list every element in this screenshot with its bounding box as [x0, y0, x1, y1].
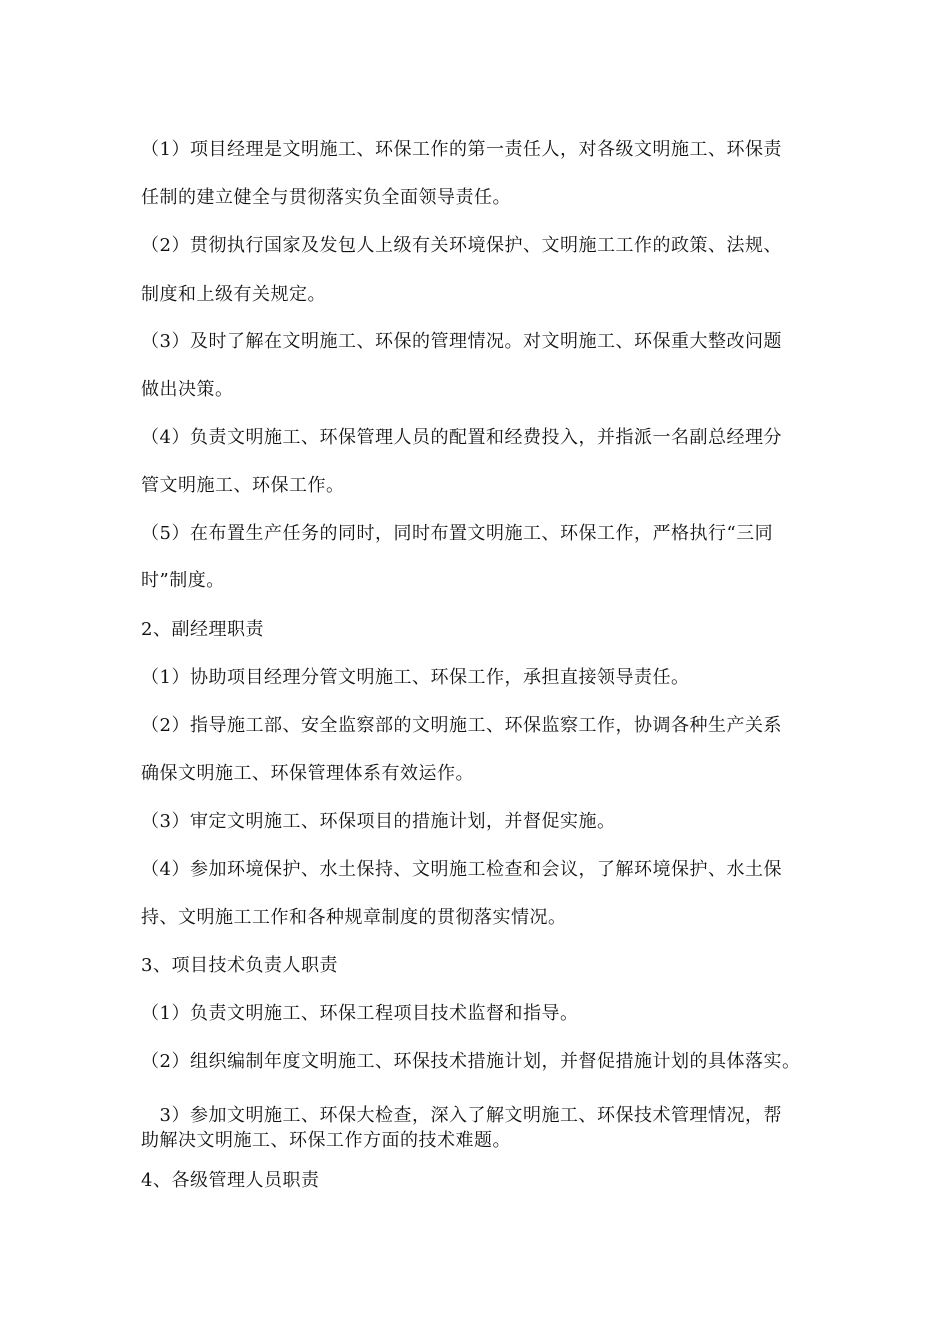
paragraph-line: （3）审定文明施工、环保项目的措施计划，并督促实施。 — [141, 811, 616, 832]
paragraph-line: （1）协助项目经理分管文明施工、环保工作，承担直接领导责任。 — [141, 667, 690, 688]
section-heading: 2、副经理职责 — [141, 619, 264, 640]
paragraph-line: （2）指导施工部、安全监察部的文明施工、环保监察工作，协调各种生产关系 — [141, 715, 782, 736]
paragraph-line: （3）及时了解在文明施工、环保的管理情况。对文明施工、环保重大整改问题 — [141, 331, 782, 352]
paragraph-line: （4）参加环境保护、水土保持、文明施工检查和会议，了解环境保护、水土保 — [141, 859, 782, 880]
paragraph-line: （5）在布置生产任务的同时，同时布置文明施工、环保工作，严格执行“三同 — [141, 523, 774, 544]
paragraph-line: （1）项目经理是文明施工、环保工作的第一责任人，对各级文明施工、环保责 — [141, 139, 782, 160]
paragraph-line: 3）参加文明施工、环保大检查，深入了解文明施工、环保技术管理情况，帮 — [141, 1105, 782, 1126]
paragraph-line: （4）负责文明施工、环保管理人员的配置和经费投入，并指派一名副总经理分 — [141, 427, 782, 448]
section-heading: 3、项目技术负责人职责 — [141, 955, 338, 976]
paragraph-line: 确保文明施工、环保管理体系有效运作。 — [141, 763, 474, 784]
paragraph-line: （2）组织编制年度文明施工、环保技术措施计划，并督促措施计划的具体落实。 — [141, 1051, 801, 1072]
paragraph-line: 持、文明施工工作和各种规章制度的贯彻落实情况。 — [141, 907, 567, 928]
paragraph-line: 管文明施工、环保工作。 — [141, 475, 345, 496]
paragraph-line: 做出决策。 — [141, 379, 234, 400]
paragraph-line: 制度和上级有关规定。 — [141, 284, 326, 305]
paragraph-line: （2）贯彻执行国家及发包人上级有关环境保护、文明施工工作的政策、法规、 — [141, 235, 782, 256]
paragraph-line: 任制的建立健全与贯彻落实负全面领导责任。 — [141, 187, 511, 208]
paragraph-line: 助解决文明施工、环保工作方面的技术难题。 — [141, 1130, 511, 1151]
paragraph-line: 时”制度。 — [141, 570, 225, 591]
paragraph-line: （1）负责文明施工、环保工程项目技术监督和指导。 — [141, 1003, 579, 1024]
section-heading: 4、各级管理人员职责 — [141, 1170, 320, 1191]
